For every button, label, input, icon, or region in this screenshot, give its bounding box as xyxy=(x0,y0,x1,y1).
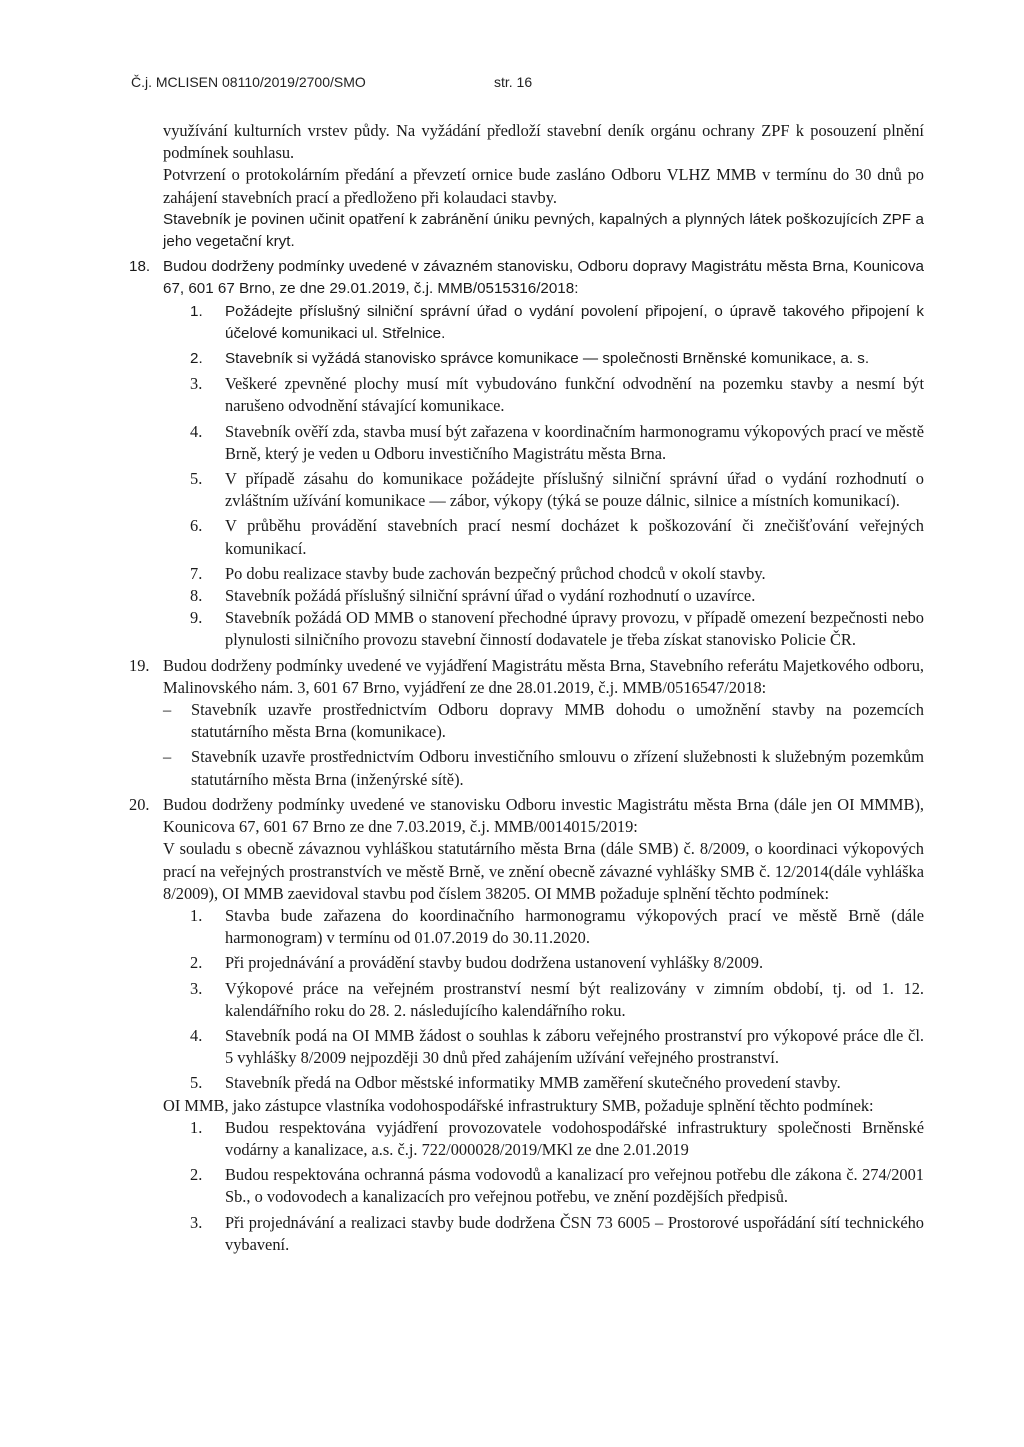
list-item xyxy=(0,515,1024,559)
section-text: Budou dodrženy podmínky uvedené ve stanovisku Odboru investic Magistrátu města Brna (dále jen OI MMMB), Kounicova 67, 601 67 Brno ze dne 7.03.2019, č.j. MMB/0014015/2019: xyxy=(163,794,924,837)
section-number: 18. xyxy=(129,258,151,276)
item-text: Požádejte příslušný silniční správní úřad o vydání povolení připojení, o úpravě takového připojení k účelové komunikaci ul. Střelnice. xyxy=(225,302,924,342)
condition-20 xyxy=(0,794,1024,838)
list-item xyxy=(0,1117,1024,1161)
page-number: str. 16 xyxy=(494,74,533,90)
list-item xyxy=(0,1164,1024,1208)
item-number: 3. xyxy=(190,1212,203,1232)
item-number: 2. xyxy=(190,953,203,973)
list-item xyxy=(0,585,1024,607)
paragraph: Stavebník je povinen učinit opatření k zabránění úniku pevných, kapalných a plynných látek poškozujících ZPF a jeho vegetační kryt. xyxy=(163,210,924,251)
item-number: 4. xyxy=(190,421,203,441)
item-number: 3. xyxy=(190,978,203,998)
item-number: 1. xyxy=(190,302,203,320)
item-text: Stavebník ověří zda, stavba musí být zařazena v koordinačním harmonogramu výkopových prací ve městě Brně, který je veden u Odboru investičního Magistrátu města Brna. xyxy=(225,421,924,463)
item-number: 7. xyxy=(190,563,203,583)
item-text: Stavebník požádá příslušný silniční správní úřad o vydání rozhodnutí o uzavírce. xyxy=(225,586,756,606)
document-body xyxy=(0,120,1024,1256)
list-item xyxy=(0,563,1024,585)
item-text: Stavba bude zařazena do koordinačního harmonogramu výkopových prací ve městě Brně (dále harmonogram) v termínu od 01.07.2019 do 30.11.2020. xyxy=(225,905,924,948)
list-item xyxy=(0,301,1024,345)
item-text: Stavebník podá na OI MMB žádost o souhlas k záboru veřejného prostranství pro výkopové práce dle čl. 5 vyhlášky 8/2009 nejpozději 30 dnů před zahájením užívání veřejného prostranství. xyxy=(225,1025,924,1068)
section-text: Budou dodrženy podmínky uvedené ve vyjádření Magistrátu města Brna, Stavebního referátu Majetkového odboru, Malinovského nám. 3, 601 67 Brno, vyjádření ze dne 28.01.2019, č.j. MMB/0516547/2018: xyxy=(163,655,924,697)
item-text: V případě zásahu do komunikace požádejte příslušný silniční správní úřad o vydání rozhodnutí o zvláštním užívání komunikace — zábor, výkopy (týká se pouze dálnic, silnice a místních komunikací). xyxy=(225,469,924,511)
list-item xyxy=(0,905,1024,949)
dash-bullet: – xyxy=(163,700,172,720)
item-number: 6. xyxy=(190,516,203,536)
dash-item xyxy=(0,699,1024,743)
item-number: 5. xyxy=(190,469,203,489)
item-number: 3. xyxy=(190,374,203,394)
item-text: Stavebník předá na Odbor městské informatiky MMB zaměření skutečného provedení stavby. xyxy=(225,1073,841,1093)
page-header xyxy=(131,74,533,90)
item-number: 8. xyxy=(190,586,203,606)
item-number: 9. xyxy=(190,608,203,628)
paragraph: Potvrzení o protokolárním předání a převzetí ornice bude zasláno Odboru VLHZ MMB v termínu do 30 dnů po zahájení stavebních prací a předloženo při kolaudaci stavby. xyxy=(163,165,924,207)
item-number: 1. xyxy=(190,905,203,925)
item-number: 1. xyxy=(190,1117,203,1137)
item-text: Při projednávání a realizaci stavby bude dodržena ČSN 73 6005 – Prostorové uspořádání sítí technického vybavení. xyxy=(225,1212,924,1254)
item-text: Při projednávání a provádění stavby budou dodržena ustanovení vyhlášky 8/2009. xyxy=(225,953,764,973)
list-item xyxy=(0,978,1024,1022)
paragraph: OI MMB, jako zástupce vlastníka vodohospodářské infrastruktury SMB, požaduje splnění těchto podmínek: xyxy=(163,1095,874,1115)
item-number: 4. xyxy=(190,1025,203,1045)
list-item xyxy=(0,1212,1024,1256)
list-item xyxy=(0,373,1024,417)
item-text: V průběhu provádění stavebních prací nesmí docházet k poškozování či znečišťování veřejných komunikací. xyxy=(225,516,924,558)
dash-item xyxy=(0,746,1024,790)
section-text: Budou dodrženy podmínky uvedené v závazném stanovisku, Odboru dopravy Magistrátu města Brna, Kounicova 67, 601 67 Brno, ze dne 29.01.2019, č.j. MMB/0515316/2018: xyxy=(163,258,924,298)
item-text: Veškeré zpevněné plochy musí mít vybudováno funkční odvodnění na pozemku stavby a nesmí být narušeno odvodnění stávající komunikace. xyxy=(225,374,924,416)
item-number: 2. xyxy=(190,350,203,368)
item-text: Stavebník si vyžádá stanovisko správce komunikace — společnosti Brněnské komunikace, a. s. xyxy=(225,350,870,368)
item-text: Výkopové práce na veřejném prostranství nesmí být realizovány v zimním období, tj. od 1. 12. kalendářního roku do 28. 2. následujícího kalendářního roku. xyxy=(225,978,924,1020)
item-text: Stavebník uzavře prostřednictvím Odboru investičního smlouvu o zřízení služebnosti k služebným pozemkům statutárního města Brna (inženýrské sítě). xyxy=(191,747,924,789)
list-item xyxy=(0,348,1024,370)
condition-18 xyxy=(0,256,1024,300)
list-item xyxy=(0,468,1024,512)
item-text: Stavebník uzavře prostřednictvím Odboru dopravy MMB dohodu o umožnění stavby na pozemcích statutárního města Brna (komunikace). xyxy=(191,700,924,742)
paragraph: V souladu s obecně závaznou vyhláškou statutárního města Brna (dále SMB) č. 8/2009, o koordinaci výkopových prací na veřejných prostranstvích ve městě Brně, ve znění obecně závazné vyhlášky SMB č. 12/2014(dále vyhláška 8/2009), OI MMB zaevidoval stavbu pod číslem 38205. OI MMB požaduje splnění těchto podmínek: xyxy=(163,839,924,903)
reference-number: Č.j. MCLISEN 08110/2019/2700/SMO xyxy=(131,74,366,90)
paragraph: využívání kulturních vrstev půdy. Na vyžádání předloží stavební deník orgánu ochrany ZPF k posouzení plnění podmínek souhlasu. xyxy=(163,121,924,163)
item-number: 5. xyxy=(190,1073,203,1093)
item-text: Stavebník požádá OD MMB o stanovení přechodné úpravy provozu, v případě omezení bezpečnosti nebo plynulosti silničního provozu stavební činností dodavatele je třeba získat stanovisko Policie ČR. xyxy=(225,608,924,650)
item-text: Budou respektována vyjádření provozovatele vodohospodářské infrastruktury společnosti Brněnské vodárny a kanalizace, a.s. č.j. 722/000028/2019/MKl ze dne 2.01.2019 xyxy=(225,1117,924,1159)
item-number: 2. xyxy=(190,1165,203,1185)
list-item xyxy=(0,1025,1024,1069)
item-text: Po dobu realizace stavby bude zachován bezpečný průchod chodců v okolí stavby. xyxy=(225,563,766,583)
section-number: 19. xyxy=(129,655,150,675)
section-number: 20. xyxy=(129,794,150,814)
list-item xyxy=(0,1072,1024,1094)
list-item xyxy=(0,952,1024,974)
list-item xyxy=(0,421,1024,465)
item-text: Budou respektována ochranná pásma vodovodů a kanalizací pro veřejnou potřebu dle zákona č. 274/2001 Sb., o vodovodech a kanalizacích pro veřejnou potřebu, ve znění pozdějších předpisů. xyxy=(225,1165,924,1207)
list-item xyxy=(0,607,1024,651)
dash-bullet: – xyxy=(163,747,172,767)
condition-19 xyxy=(0,655,1024,699)
